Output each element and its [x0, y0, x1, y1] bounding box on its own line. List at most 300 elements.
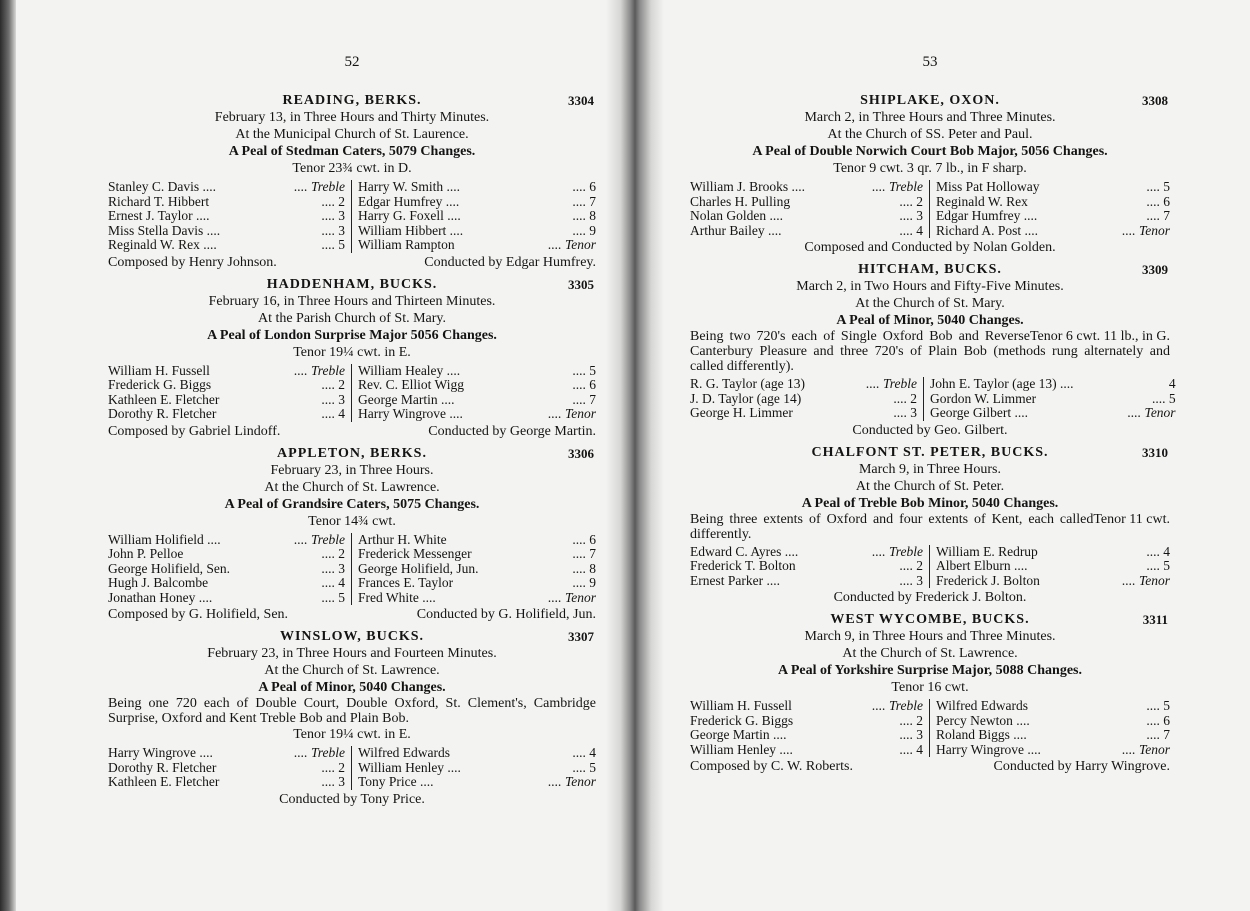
ringer-column — [690, 545, 930, 589]
ringer-row — [936, 743, 1170, 758]
ringer-name: Rev. C. Elliot Wigg — [358, 378, 464, 392]
ringer-list — [108, 746, 596, 790]
peal-place: CHALFONT ST. PETER, BUCKS. — [811, 444, 1049, 460]
ringer-bell: .... 4 — [1146, 543, 1170, 559]
ringer-row — [690, 743, 923, 758]
ringer-bell: .... 5 — [1146, 698, 1170, 713]
ringer-name: William H. Fussell — [108, 363, 210, 378]
ringer-row — [690, 377, 917, 392]
ringer-list — [690, 699, 1170, 757]
ringer-row — [358, 224, 596, 239]
ringer-row — [690, 559, 923, 574]
ringer-row — [108, 378, 345, 393]
peal-footer — [108, 791, 596, 808]
ringer-bell: .... 3 — [321, 222, 345, 238]
ringer-name: John E. Taylor (age 13) .... — [930, 377, 1074, 391]
ringer-name: Ernest Parker .... — [690, 573, 780, 588]
ringer-row — [108, 576, 345, 591]
peal-tenor: Tenor 19¼ cwt. in E. — [293, 344, 411, 360]
ringer-name: Reginald W. Rex — [936, 194, 1028, 209]
ringer-row — [108, 407, 345, 422]
ringer-name: John P. Pelloe — [108, 547, 184, 561]
ringer-column — [108, 364, 352, 422]
peal-church: At the Church of St. Lawrence. — [264, 663, 440, 678]
ringer-name: Tony Price .... — [358, 775, 434, 789]
peal-heading — [690, 261, 1170, 278]
ringer-bell: .... 4 — [572, 745, 596, 760]
ringer-name: George Martin .... — [690, 728, 787, 742]
peal-footer — [690, 422, 1170, 439]
peal-title: A Peal of Minor, 5040 Changes. — [258, 680, 446, 695]
ringer-name: Dorothy R. Fletcher — [108, 407, 217, 421]
ringer-bell: .... 2 — [321, 193, 345, 209]
ringer-bell: .... 7 — [1146, 727, 1170, 742]
ringer-row — [930, 377, 1176, 392]
ringer-bell: .... 7 — [1146, 208, 1170, 223]
peal-title: A Peal of Double Norwich Court Bob Major, 5056 Changes. — [752, 144, 1108, 159]
ringer-bell: .... 6 — [1146, 193, 1170, 209]
peal-list — [690, 92, 1176, 780]
peal-heading — [108, 92, 596, 109]
peal-number: 3308 — [1142, 93, 1168, 108]
ringer-row — [108, 761, 345, 776]
peal-place: HADDENHAM, BUCKS. — [266, 276, 438, 292]
ringer-name: Kathleen E. Fletcher — [108, 775, 220, 789]
ringer-bell: .... Treble — [294, 531, 345, 547]
ringer-name: Nolan Golden .... — [690, 209, 783, 223]
ringer-bell: .... 2 — [899, 558, 923, 573]
peal-tenor: Tenor 6 cwt. 11 lb., in G. — [1029, 329, 1170, 344]
peal-title: A Peal of London Surprise Major 5056 Changes. — [207, 327, 497, 343]
ringer-row — [358, 195, 596, 210]
ringer-name: R. G. Taylor (age 13) — [690, 377, 806, 391]
peal-record — [690, 611, 1170, 775]
ringer-bell: .... 2 — [321, 546, 345, 561]
peal-description — [690, 512, 1170, 542]
ringer-bell: .... 3 — [321, 560, 345, 576]
peal-tenor: Tenor 19¼ cwt. in E. — [293, 727, 411, 742]
ringer-column — [924, 377, 1176, 421]
peal-tenor: Tenor 9 cwt. 3 qr. 7 lb., in F sharp. — [833, 161, 1027, 176]
ringer-row — [108, 393, 345, 408]
conductor-credit: Conducted by Edgar Humfrey. — [424, 254, 596, 270]
ringer-bell: .... Tenor — [548, 406, 596, 421]
peal-title: A Peal of Grandsire Caters, 5075 Changes. — [224, 496, 480, 512]
ringer-row — [108, 238, 345, 253]
ringer-bell: .... 6 — [572, 179, 596, 194]
peal-date: March 2, in Two Hours and Fifty-Five Minutes. — [796, 279, 1064, 294]
conductor-credit: Conducted by Geo. Gilbert. — [852, 422, 1008, 438]
book-gutter — [606, 0, 664, 911]
composer-credit: Composed by C. W. Roberts. — [690, 759, 853, 774]
peal-church: At the Church of St. Peter. — [855, 478, 1005, 494]
ringer-row — [690, 699, 923, 714]
ringer-bell: .... 6 — [572, 531, 596, 547]
ringer-name: William Rampton — [358, 238, 455, 252]
ringer-name: William E. Redrup — [936, 544, 1038, 559]
ringer-name: Miss Stella Davis .... — [108, 223, 221, 238]
peal-place: READING, BERKS. — [282, 93, 422, 108]
ringer-bell: .... 5 — [1146, 179, 1170, 194]
ringer-row — [936, 545, 1170, 560]
conductor-credit: Conducted by Frederick J. Bolton. — [833, 590, 1027, 605]
conductor-credit: Conducted by Harry Wingrove. — [993, 759, 1170, 774]
ringer-bell: .... Tenor — [1122, 572, 1170, 588]
peal-place: APPLETON, BERKS. — [277, 445, 427, 461]
peal-number: 3311 — [1142, 612, 1168, 627]
ringer-name: William Holifield .... — [108, 532, 221, 547]
ringer-row — [358, 533, 596, 548]
ringer-bell: .... 2 — [893, 390, 918, 406]
ringer-name: Albert Elburn .... — [936, 559, 1028, 573]
ringer-name: Harry Wingrove .... — [936, 742, 1041, 757]
peal-heading — [108, 445, 596, 462]
ringer-name: Charles H. Pulling — [690, 194, 791, 209]
ringer-row — [936, 574, 1170, 589]
ringer-bell: .... Tenor — [1127, 405, 1176, 420]
ringer-column — [930, 545, 1170, 589]
peal-church: At the Church of St. Mary. — [855, 296, 1005, 311]
ringer-column — [690, 180, 930, 238]
ringer-row — [936, 180, 1170, 195]
ringer-row — [358, 393, 596, 408]
ringer-list — [690, 545, 1170, 589]
ringer-bell: .... 6 — [1146, 712, 1170, 728]
ringer-row — [108, 533, 345, 548]
peal-church: At the Church of SS. Peter and Paul. — [827, 127, 1033, 142]
ringer-row — [358, 364, 596, 379]
ringer-name: Frederick J. Bolton — [936, 573, 1040, 588]
ringer-bell: .... Treble — [872, 698, 923, 713]
ringer-name: Harry W. Smith .... — [358, 180, 461, 194]
ringer-bell: .... 4 — [321, 575, 345, 590]
ringer-row — [358, 547, 596, 562]
ringer-bell: .... 9 — [572, 222, 596, 238]
ringer-list — [690, 376, 1176, 421]
ringer-row — [690, 209, 923, 224]
ringer-row — [108, 562, 345, 577]
ringer-row — [358, 746, 596, 761]
ringer-row — [936, 224, 1170, 239]
ringer-row — [690, 180, 923, 195]
ringer-row — [358, 576, 596, 591]
ringer-bell: .... 9 — [572, 575, 596, 590]
peal-date: March 9, in Three Hours. — [858, 461, 1002, 477]
ringer-name: Dorothy R. Fletcher — [108, 760, 217, 775]
ringer-name: George Martin .... — [358, 392, 455, 407]
ringer-bell: .... 5 — [572, 362, 596, 378]
ringer-name: Reginald W. Rex .... — [108, 238, 217, 252]
ringer-column — [690, 377, 924, 421]
peal-heading — [690, 444, 1170, 461]
ringer-name: Wilfred Edwards — [358, 746, 451, 760]
ringer-column — [108, 533, 352, 606]
ringer-bell: .... 2 — [899, 712, 923, 728]
ringer-bell: .... Treble — [872, 543, 923, 559]
ringer-name: Frederick Messenger — [358, 547, 472, 561]
ringer-row — [690, 406, 917, 421]
ringer-bell: .... 5 — [321, 237, 345, 252]
peal-heading — [690, 611, 1170, 628]
peal-heading — [108, 628, 596, 645]
ringer-bell: .... 3 — [899, 727, 923, 742]
left-page — [108, 0, 596, 911]
ringer-row — [358, 761, 596, 776]
ringer-name: William Henley .... — [358, 760, 461, 775]
peal-number: 3304 — [568, 93, 594, 108]
ringer-name: Arthur Bailey .... — [690, 223, 782, 238]
ringer-column — [352, 364, 596, 422]
ringer-row — [936, 559, 1170, 574]
ringer-name: William J. Brooks .... — [690, 180, 805, 194]
ringer-list — [108, 180, 596, 253]
ringer-bell: .... 7 — [572, 193, 596, 209]
ringer-name: Edgar Humfrey .... — [936, 209, 1038, 223]
ringer-bell: .... Treble — [294, 179, 345, 194]
conductor-credit: Composed and Conducted by Nolan Golden. — [804, 240, 1056, 255]
ringer-name: George H. Limmer — [690, 406, 793, 420]
ringer-bell: .... 5 — [1146, 558, 1170, 573]
ringer-bell: .... 5 — [321, 589, 345, 605]
ringer-row — [108, 775, 345, 790]
page-edge — [0, 0, 16, 911]
ringer-row — [690, 728, 923, 743]
ringer-column — [690, 699, 930, 757]
ringer-name: Kathleen E. Fletcher — [108, 392, 220, 407]
ringer-bell: .... Tenor — [548, 589, 596, 605]
description-text: Being two 720's each of Single Oxford Bob and Reverse Canterbury Pleasure and three 720's of Plain Bob (methods rung alternately and called differently). — [690, 329, 1170, 374]
peal-date: February 23, in Three Hours and Fourteen Minutes. — [207, 646, 497, 661]
peal-church: At the Parish Church of St. Mary. — [257, 310, 447, 326]
peal-footer — [690, 758, 1170, 775]
ringer-name: Hugh J. Balcombe — [108, 576, 209, 590]
peal-church: At the Church of St. Lawrence. — [264, 479, 440, 495]
peal-record — [108, 445, 596, 624]
peal-tenor: Tenor 23¾ cwt. in D. — [292, 161, 412, 176]
peal-list — [108, 92, 596, 813]
ringer-row — [358, 775, 596, 790]
ringer-row — [358, 209, 596, 224]
ringer-row — [358, 407, 596, 422]
ringer-bell: .... 3 — [893, 405, 918, 420]
ringer-row — [936, 714, 1170, 729]
ringer-name: J. D. Taylor (age 14) — [690, 391, 802, 406]
peal-place: WEST WYCOMBE, BUCKS. — [830, 612, 1030, 627]
ringer-bell: .... 8 — [572, 208, 596, 223]
peal-title: A Peal of Minor, 5040 Changes. — [836, 313, 1024, 328]
description-text: Being three extents of Oxford and four extents of Kent, each called differently. — [690, 511, 1094, 542]
peal-record — [108, 628, 596, 808]
ringer-name: William H. Fussell — [690, 699, 792, 713]
conductor-credit: Conducted by George Martin. — [428, 423, 596, 439]
peal-tenor: Tenor 14¾ cwt. — [308, 513, 396, 529]
ringer-bell: .... 4 — [899, 741, 923, 757]
ringer-name: William Healey .... — [358, 363, 461, 378]
ringer-name: Frederick G. Biggs — [108, 378, 212, 392]
peal-number: 3310 — [1142, 444, 1168, 460]
ringer-name: Harry G. Foxell .... — [358, 209, 461, 223]
ringer-bell: .... 8 — [572, 560, 596, 576]
conductor-credit: Conducted by G. Holifield, Jun. — [416, 607, 596, 622]
ringer-name: Edgar Humfrey .... — [358, 194, 460, 209]
peal-date: February 23, in Three Hours. — [270, 462, 434, 478]
ringer-name: Wilfred Edwards — [936, 699, 1029, 713]
peal-record — [690, 92, 1170, 256]
peal-church: At the Church of St. Lawrence. — [842, 646, 1018, 661]
page-number: 53 — [922, 54, 938, 70]
peal-number: 3309 — [1142, 262, 1168, 277]
peal-tenor: Tenor 11 cwt. — [1093, 511, 1170, 527]
ringer-name: George Holifield, Sen. — [108, 561, 230, 576]
ringer-name: Stanley C. Davis .... — [108, 180, 216, 194]
ringer-bell: 4 — [1168, 376, 1176, 391]
conductor-credit: Conducted by Tony Price. — [279, 791, 425, 807]
ringer-row — [358, 591, 596, 606]
ringer-row — [108, 224, 345, 239]
ringer-list — [108, 364, 596, 422]
ringer-bell: .... 2 — [321, 759, 345, 775]
composer-credit: Composed by Henry Johnson. — [108, 254, 277, 270]
ringer-column — [930, 180, 1170, 238]
ringer-bell: .... 3 — [899, 208, 923, 223]
peal-date: March 2, in Three Hours and Three Minutes. — [804, 110, 1056, 125]
ringer-name: Ernest J. Taylor .... — [108, 209, 210, 223]
peal-record — [690, 261, 1176, 439]
peal-title: A Peal of Stedman Caters, 5079 Changes. — [228, 144, 476, 159]
ringer-name: Fred White .... — [358, 590, 436, 605]
peal-footer — [690, 589, 1170, 606]
ringer-name: William Henley .... — [690, 742, 793, 757]
peal-footer — [690, 239, 1170, 256]
ringer-row — [936, 195, 1170, 210]
ringer-name: George Holifield, Jun. — [358, 561, 479, 576]
ringer-bell: .... 3 — [899, 572, 923, 588]
ringer-row — [108, 364, 345, 379]
ringer-column — [108, 746, 352, 790]
ringer-name: Frederick T. Bolton — [690, 559, 796, 573]
ringer-bell: .... 5 — [572, 759, 596, 775]
ringer-name: Miss Pat Holloway — [936, 180, 1040, 194]
ringer-name: Richard A. Post .... — [936, 223, 1039, 238]
peal-description — [108, 696, 596, 726]
ringer-row — [936, 209, 1170, 224]
peal-place: WINSLOW, BUCKS. — [279, 629, 425, 644]
ringer-name: Harry Wingrove .... — [108, 746, 213, 760]
ringer-name: Arthur H. White — [358, 532, 447, 547]
ringer-bell: .... Tenor — [1122, 741, 1170, 757]
ringer-name: Jonathan Honey .... — [108, 590, 213, 605]
ringer-column — [108, 180, 352, 253]
ringer-row — [358, 238, 596, 253]
ringer-row — [690, 224, 923, 239]
ringer-name: William Hibbert .... — [358, 223, 464, 238]
ringer-row — [936, 728, 1170, 743]
ringer-name: Richard T. Hibbert — [108, 194, 210, 209]
ringer-row — [358, 180, 596, 195]
peal-record — [690, 444, 1170, 607]
ringer-name: Gordon W. Limmer — [930, 391, 1037, 406]
ringer-bell: .... 2 — [899, 193, 923, 209]
ringer-bell: .... 2 — [321, 377, 345, 392]
ringer-bell: .... Tenor — [548, 237, 596, 252]
ringer-name: Percy Newton .... — [936, 713, 1030, 728]
ringer-bell: .... 3 — [321, 391, 345, 407]
ringer-bell: .... Treble — [294, 362, 345, 378]
ringer-row — [108, 195, 345, 210]
ringer-row — [930, 392, 1176, 407]
peal-number: 3305 — [568, 276, 594, 292]
ringer-row — [690, 714, 923, 729]
ringer-row — [690, 574, 923, 589]
ringer-list — [690, 180, 1170, 238]
peal-description — [690, 329, 1170, 374]
ringer-row — [690, 195, 923, 210]
peal-tenor: Tenor 16 cwt. — [891, 680, 969, 695]
peal-footer — [108, 606, 596, 623]
peal-heading — [108, 276, 596, 293]
peal-title: A Peal of Treble Bob Minor, 5040 Changes. — [801, 495, 1059, 511]
ringer-row — [108, 209, 345, 224]
peal-record — [108, 276, 596, 440]
ringer-row — [690, 392, 917, 407]
page-number: 52 — [344, 54, 360, 70]
peal-number: 3307 — [568, 629, 594, 644]
ringer-bell: .... Treble — [866, 376, 918, 391]
peal-place: HITCHAM, BUCKS. — [858, 262, 1002, 277]
ringer-bell: .... 3 — [321, 208, 345, 223]
ringer-bell: .... 3 — [321, 774, 345, 789]
ringer-bell: .... 7 — [572, 546, 596, 561]
ringer-name: Harry Wingrove .... — [358, 407, 463, 421]
ringer-bell: .... 6 — [572, 377, 596, 392]
ringer-row — [358, 562, 596, 577]
peal-number: 3306 — [568, 445, 594, 461]
right-page — [690, 0, 1176, 911]
ringer-bell: .... 7 — [572, 391, 596, 407]
ringer-bell: .... 4 — [899, 222, 923, 238]
ringer-bell: .... Tenor — [1122, 222, 1170, 238]
peal-footer — [108, 254, 596, 271]
ringer-column — [930, 699, 1170, 757]
ringer-row — [108, 746, 345, 761]
ringer-name: Frances E. Taylor — [358, 576, 454, 590]
ringer-row — [108, 547, 345, 562]
ringer-name: Roland Biggs .... — [936, 728, 1027, 742]
peal-record — [108, 92, 596, 271]
ringer-bell: .... 4 — [321, 406, 345, 421]
ringer-bell: .... 5 — [1151, 390, 1176, 406]
ringer-name: George Gilbert .... — [930, 406, 1029, 420]
composer-credit: Composed by Gabriel Lindoff. — [108, 423, 281, 439]
ringer-list — [108, 533, 596, 606]
peal-heading — [690, 92, 1170, 109]
ringer-row — [690, 545, 923, 560]
ringer-row — [108, 591, 345, 606]
ringer-row — [930, 406, 1176, 421]
peal-date: February 13, in Three Hours and Thirty Minutes. — [214, 110, 490, 125]
description-text: Being one 720 each of Double Court, Double Oxford, St. Clement's, Cambridge Surprise, Oxford and Kent Treble Bob and Plain Bob. — [108, 696, 596, 726]
ringer-column — [352, 746, 596, 790]
peal-date: March 9, in Three Hours and Three Minutes. — [804, 629, 1056, 644]
peal-place: SHIPLAKE, OXON. — [860, 93, 1000, 108]
ringer-row — [358, 378, 596, 393]
peal-title: A Peal of Yorkshire Surprise Major, 5088 Changes. — [778, 663, 1082, 678]
ringer-bell: .... Treble — [294, 745, 345, 760]
ringer-row — [108, 180, 345, 195]
ringer-name: Edward C. Ayres .... — [690, 544, 799, 559]
ringer-bell: .... Tenor — [548, 774, 596, 789]
ringer-column — [352, 180, 596, 253]
